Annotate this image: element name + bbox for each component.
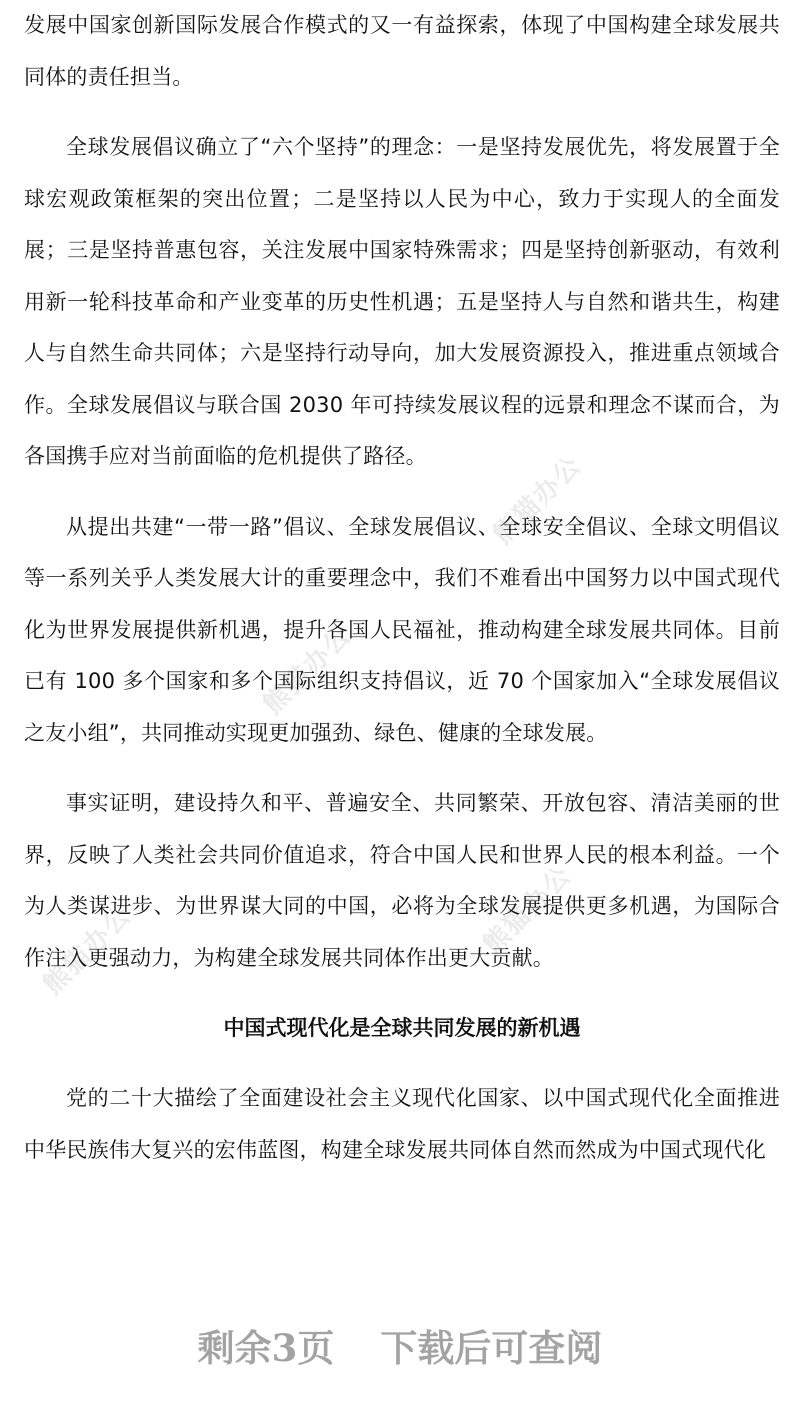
article-body xyxy=(24,0,780,1176)
article-paragraph-twentieth-congress: 党的二十大描绘了全面建设社会主义现代化国家、以中国式现代化全面推进中华民族伟大复兴的宏伟蓝图，构建全球发展共同体自然而然成为中国式现代化 xyxy=(24,1086,780,1162)
download-hint-label: 下载后可查阅 xyxy=(380,1326,603,1370)
article-paragraph-continued: 发展中国家创新国际发展合作模式的又一有益探索，体现了中国构建全球发展共同体的责任担当。 xyxy=(24,13,780,89)
download-prompt-banner[interactable] xyxy=(0,1318,800,1378)
watermark: 熊猫办公 xyxy=(257,620,358,721)
article-paragraph-facts: 事实证明，建设持久和平、普遍安全、共同繁荣、开放包容、清洁美丽的世界，反映了人类社会共同价值追求，符合中国人民和世界人民的根本利益。一个为人类谋进步、为世界谋大同的中国，必将为全球发展提供更多机遇，为国际合作注入更强动力，为构建全球发展共同体作出更大贡献。 xyxy=(24,791,780,970)
article-paragraph-initiatives: 从提出共建“一带一路”倡议、全球发展倡议、全球安全倡议、全球文明倡议等一系列关乎人类发展大计的重要理念中，我们不难看出中国努力以中国式现代化为世界发展提供新机遇，提升各国人民福祉，推动构建全球发展共同体。目前已有 100 多个国家和多个国际组织支持倡议，近 70 个国家加入“全球发展倡议之友小组”，共同推动实现更加强劲、绿色、健康的全球发展。 xyxy=(24,514,780,745)
article-paragraph-six-principles: 全球发展倡议确立了“六个坚持”的理念：一是坚持发展优先，将发展置于全球宏观政策框架的突出位置；二是坚持以人民为中心，致力于实现人的全面发展；三是坚持普惠包容，关注发展中国家特殊需求；四是坚持创新驱动，有效利用新一轮科技革命和产业变革的历史性机遇；五是坚持人与自然和谐共生，构建人与自然生命共同体；六是坚持行动导向，加大发展资源投入，推进重点领域合作。全球发展倡议与联合国 2030 年可持续发展议程的远景和理念不谋而合，为各国携手应对当前面临的危机提供了路径。 xyxy=(24,135,780,468)
watermark: 熊猫办公 xyxy=(37,900,138,1001)
watermark: 熊猫办公 xyxy=(487,450,588,551)
watermark: 熊猫办公 xyxy=(477,860,578,961)
remaining-pages-label: 剩余3页 xyxy=(197,1326,335,1370)
section-heading: 中国式现代化是全球共同发展的新机遇 xyxy=(223,1016,581,1040)
